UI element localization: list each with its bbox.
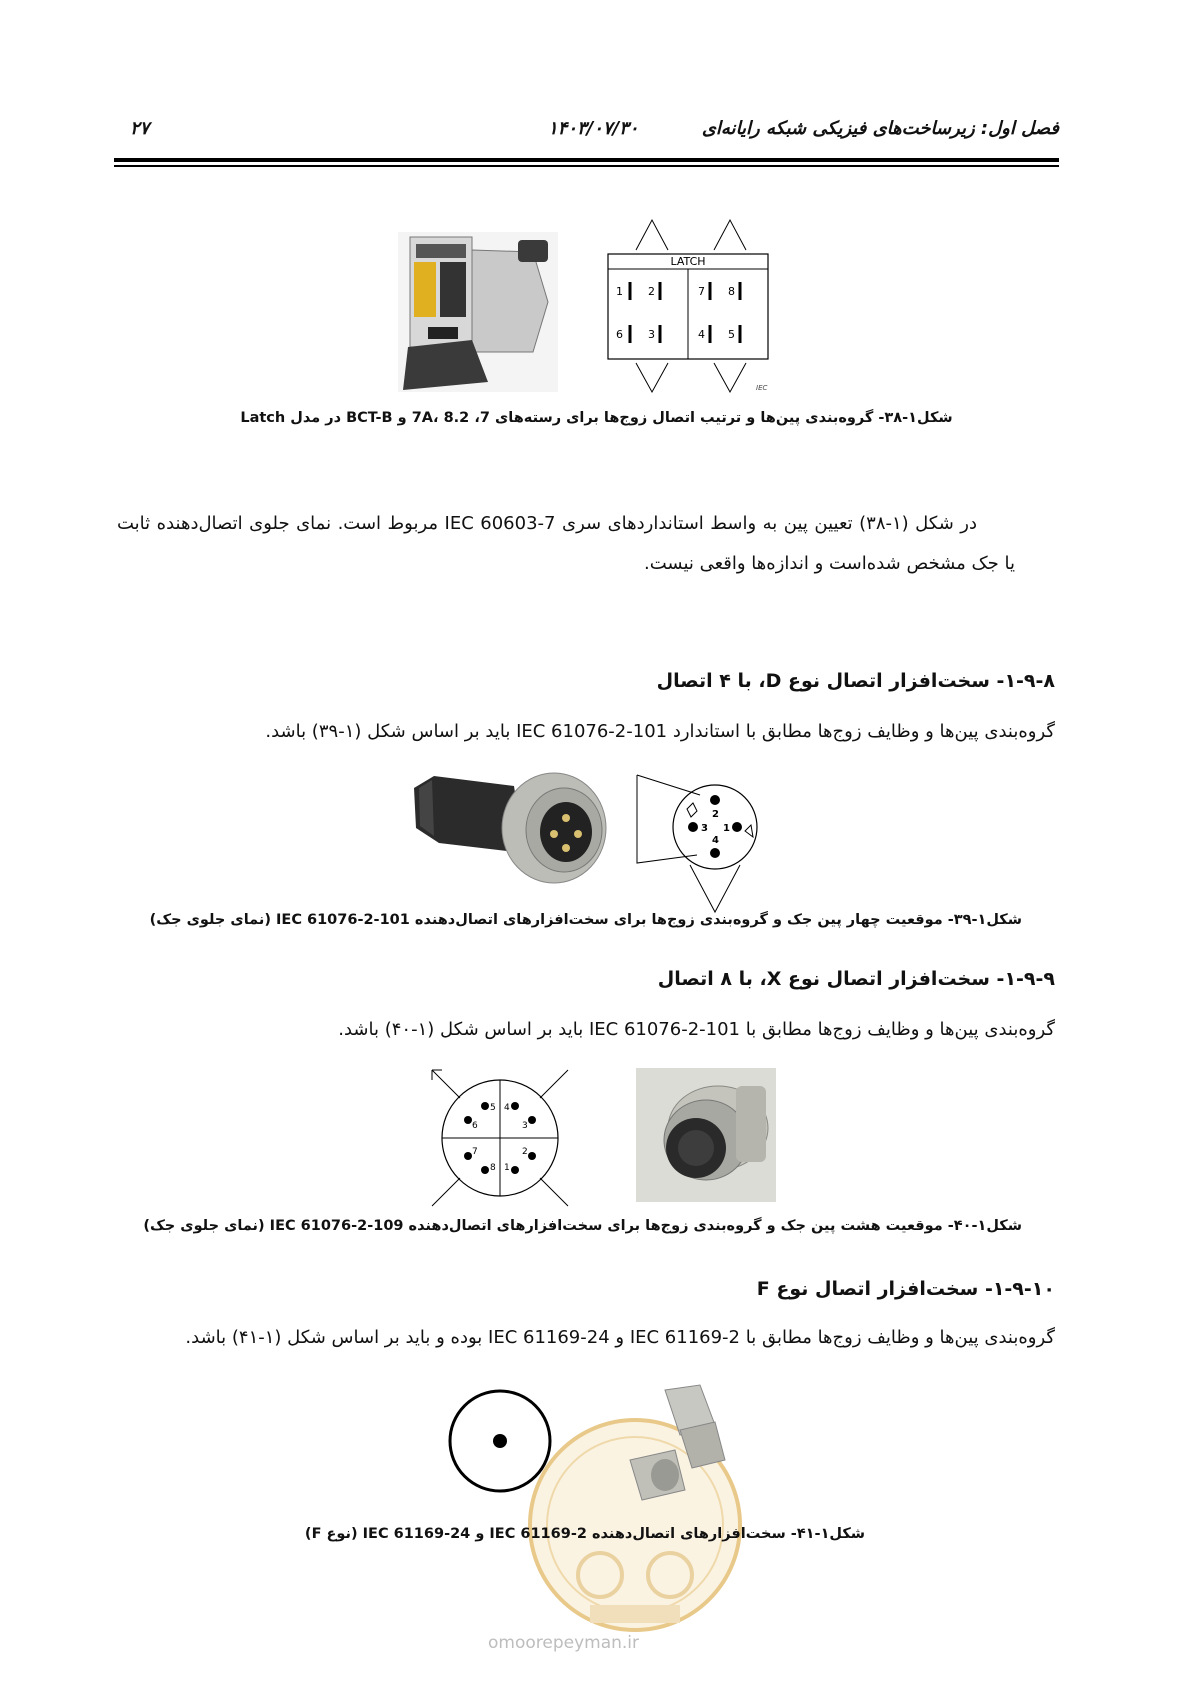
watermark-site: omoorepeyman.ir	[488, 1633, 640, 1653]
f-type-connector-photo	[620, 1380, 740, 1510]
pin8-label-8: 8	[490, 1163, 496, 1173]
pin8-label-1: 1	[504, 1163, 510, 1173]
pin-5: 5	[728, 328, 735, 341]
pin-label-3: 3	[701, 823, 708, 834]
pin8-label-6: 6	[472, 1121, 478, 1131]
x-coded-connector-photo	[636, 1068, 776, 1202]
pin8-label-7: 7	[472, 1147, 478, 1157]
header-rule-thick	[114, 158, 1059, 162]
pin-6: 6	[616, 328, 623, 341]
page-number: ۲۷	[130, 118, 150, 139]
pin-4: 4	[698, 328, 705, 341]
section-8-heading: ۱-۹-۸- سخت‌افزار اتصال نوع D، با ۴ اتصال	[656, 670, 1055, 692]
section-10-text: گروه‌بندی پین‌ها و وظایف زوج‌ها مطابق با IEC 61169-2 و IEC 61169-24 بوده و باید بر اساس شکل (۱-۴۱) باشد.	[185, 1327, 1055, 1348]
pin-8: 8	[728, 285, 735, 298]
pin-label-4: 4	[712, 835, 719, 846]
figure-39-caption: شکل۱-۳۹- موقعیت چهار پین جک و گروه‌بندی زوج‌ها برای سخت‌افزارهای اتصال‌دهنده IEC 61076-2-101 (نمای جلوی جک)	[149, 912, 1022, 928]
pin-2: 2	[648, 285, 655, 298]
pin8-label-3: 3	[522, 1121, 528, 1131]
paragraph-fig38: در شکل (۱-۳۸) تعیین پین به واسط استانداردهای سری IEC 60603-7 مربوط است. نمای جلوی اتصال‌دهنده ثابت یا جک مشخص شده‌است و اندازه‌ها واقعی نیست.	[117, 513, 1015, 574]
x-coded-8pin-diagram	[430, 1068, 570, 1208]
section-10-heading: ۱-۹-۱۰- سخت‌افزار اتصال نوع F	[756, 1278, 1055, 1300]
pin-label-2: 2	[712, 809, 719, 820]
latch-pin-diagram	[606, 210, 776, 400]
header-rule-thin	[114, 165, 1059, 167]
d-coded-4pin-diagram	[635, 765, 780, 915]
latch-label: LATCH	[670, 255, 706, 268]
latch-connector-photo	[398, 232, 558, 392]
m12-d-connector-photo	[404, 758, 610, 886]
pin-3: 3	[648, 328, 655, 341]
pin-label-1: 1	[723, 823, 730, 834]
pin-1: 1	[616, 285, 623, 298]
iec-tag: IEC	[756, 384, 768, 392]
figure-40-caption: شکل۱-۴۰- موقعیت هشت پین جک و گروه‌بندی زوج‌ها برای سخت‌افزارهای اتصال‌دهنده IEC 61076-2-109 (نمای جلوی جک)	[143, 1218, 1022, 1234]
figure-41-caption: شکل۱-۴۱- سخت‌افزارهای اتصال‌دهنده IEC 61169-2 و IEC 61169-24 (نوع F)	[304, 1526, 866, 1542]
pin-7: 7	[698, 285, 705, 298]
pin8-label-4: 4	[504, 1103, 510, 1113]
pin8-label-5: 5	[490, 1103, 496, 1113]
pin8-label-2: 2	[522, 1147, 528, 1157]
f-type-diagram	[445, 1386, 555, 1496]
section-8-text: گروه‌بندی پین‌ها و وظایف زوج‌ها مطابق با استاندارد IEC 61076-2-101 باید بر اساس شکل (۱-۳۹) باشد.	[265, 721, 1055, 742]
chapter-title: فصل اول: زیرساخت‌های فیزیکی شبکه رایانه‌ای	[701, 118, 1059, 139]
figure-38-caption: شکل۱-۳۸- گروه‌بندی پین‌ها و ترتیب اتصال زوج‌ها برای رسته‌های 7، 7A، 8.2 و BCT-B در مدل Latch	[240, 410, 953, 426]
section-9-heading: ۱-۹-۹- سخت‌افزار اتصال نوع X، با ۸ اتصال	[657, 968, 1055, 990]
section-9-text: گروه‌بندی پین‌ها و وظایف زوج‌ها مطابق با IEC 61076-2-101 باید بر اساس شکل (۱-۴۰) باشد.	[338, 1019, 1055, 1040]
header-date: ۱۴۰۳/۰۷/۳۰	[548, 118, 639, 139]
